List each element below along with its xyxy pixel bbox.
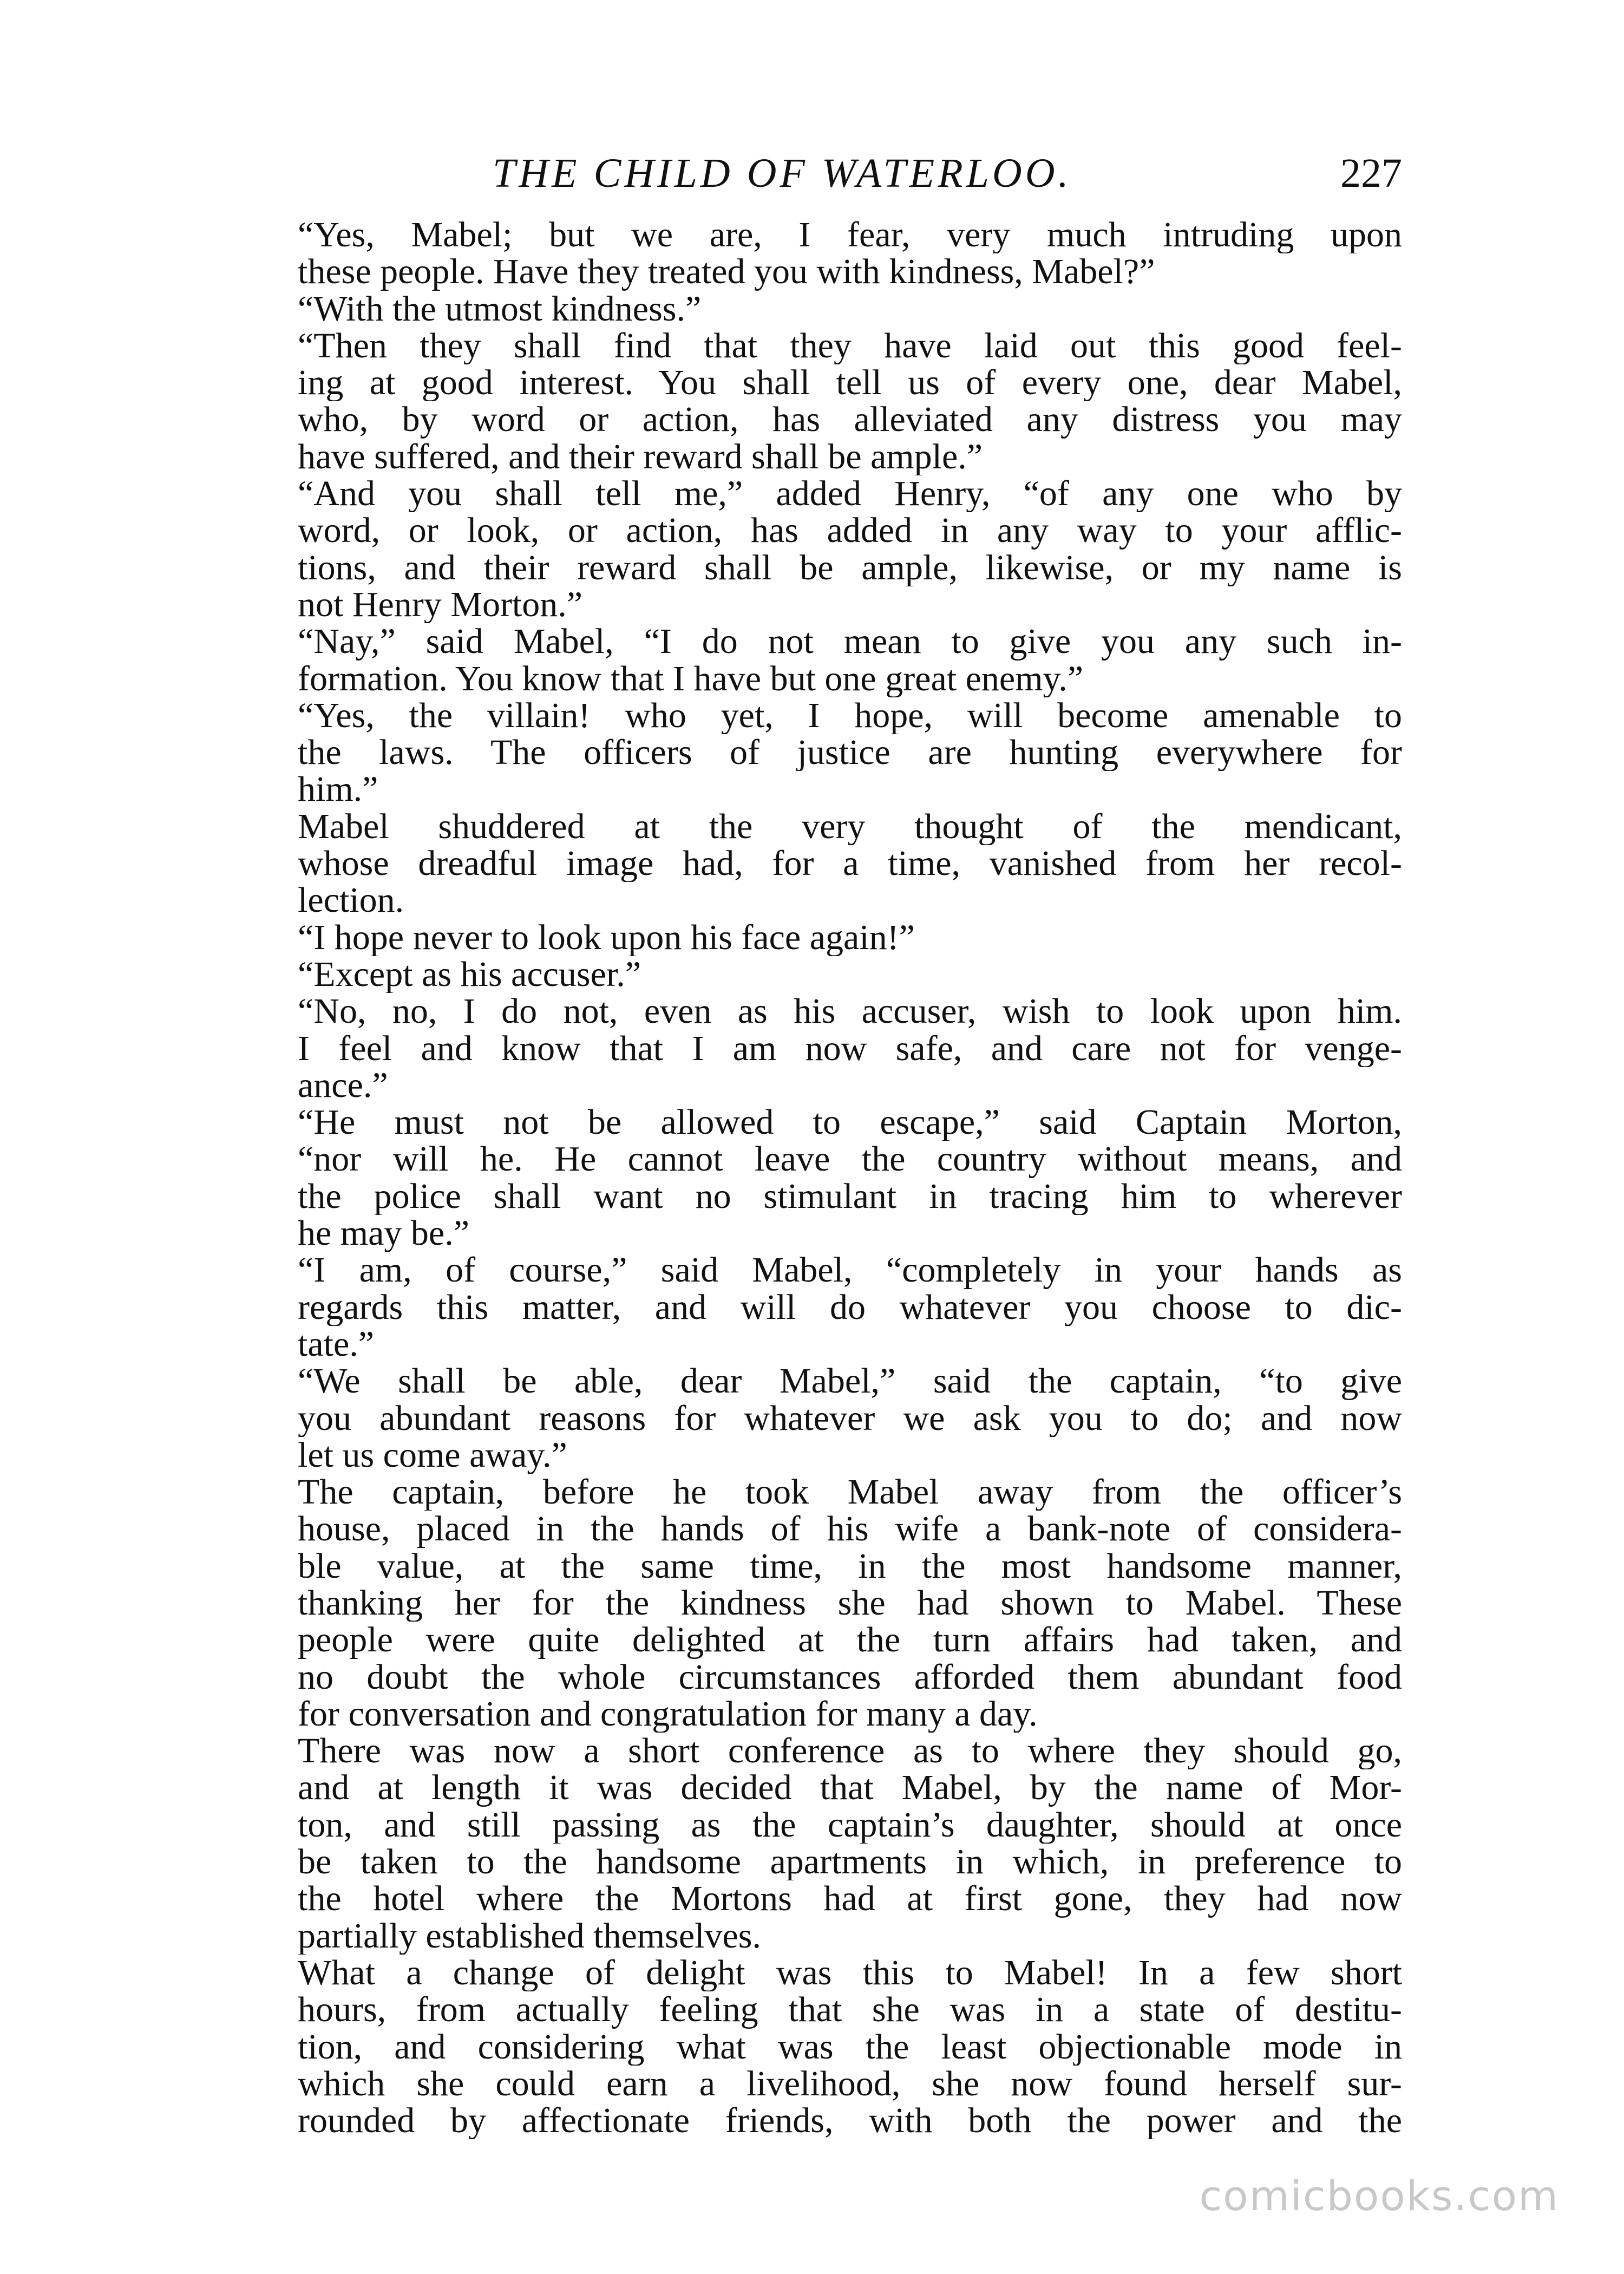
text-line: partially established themselves. xyxy=(298,1917,761,1955)
text-line: for conversation and congratulation for many a day. xyxy=(298,1695,1038,1733)
text-line: ble value, at the same time, in the most handsome manner, xyxy=(298,1547,1402,1585)
text-line: “He must not be allowed to escape,” said Captain Morton, xyxy=(298,1104,1402,1141)
text-line: “And you shall tell me,” added Henry, “of any one who by xyxy=(298,475,1402,513)
text-line: and at length it was decided that Mabel, by the name of Mor- xyxy=(298,1769,1402,1807)
text-line: tion, and considering what was the least objectionable mode in xyxy=(298,2028,1402,2066)
text-line: “Nay,” said Mabel, “I do not mean to give you any such in- xyxy=(298,623,1402,661)
text-line: “Then they shall find that they have laid out this good feel- xyxy=(298,327,1402,365)
text-line: “Except as his accuser.” xyxy=(298,956,641,994)
text-line: “I hope never to look upon his face again!” xyxy=(298,919,915,956)
text-line: “nor will he. He cannot leave the country without means, and xyxy=(298,1141,1402,1178)
text-line: the police shall want no stimulant in tracing him to wherever xyxy=(298,1178,1402,1216)
text-line: house, placed in the hands of his wife a bank-note of considera- xyxy=(298,1511,1402,1548)
text-line: the laws. The officers of justice are hunting everywhere for xyxy=(298,734,1402,772)
text-line: have suffered, and their reward shall be ample.” xyxy=(298,438,983,476)
page-header xyxy=(298,146,1402,200)
text-line: lection. xyxy=(298,882,404,919)
text-line: word, or look, or action, has added in any way to your afflic- xyxy=(298,512,1402,550)
text-line: let us come away.” xyxy=(298,1436,567,1474)
text-line: The captain, before he took Mabel away from the officer’s xyxy=(298,1474,1402,1511)
text-line: formation. You know that I have but one great enemy.” xyxy=(298,660,1084,697)
text-line: he may be.” xyxy=(298,1215,470,1252)
text-line: “Yes, Mabel; but we are, I fear, very much intruding upon xyxy=(298,217,1402,254)
text-line: ance.” xyxy=(298,1067,388,1105)
text-line: “Yes, the villain! who yet, I hope, will become amenable to xyxy=(298,697,1402,735)
text-line: whose dreadful image had, for a time, vanished from her recol- xyxy=(298,845,1402,883)
running-title: THE CHILD OF WATERLOO. xyxy=(493,151,1072,196)
text-line: “No, no, I do not, even as his accuser, wish to look upon him. xyxy=(298,993,1402,1030)
text-line: tions, and their reward shall be ample, likewise, or my name is xyxy=(298,549,1402,586)
watermark: comicbooks.com xyxy=(1199,2172,1559,2220)
text-line: be taken to the handsome apartments in which, in preference to xyxy=(298,1844,1402,1881)
text-line: I feel and know that I am now safe, and care not for venge- xyxy=(298,1030,1402,1067)
text-line: no doubt the whole circumstances afforded them abundant food xyxy=(298,1658,1402,1696)
text-line: There was now a short conference as to where they should go, xyxy=(298,1733,1402,1770)
text-line: hours, from actually feeling that she was in a state of destitu- xyxy=(298,1991,1402,2029)
text-line: ing at good interest. You shall tell us of every one, dear Mabel, xyxy=(298,364,1402,402)
text-line: What a change of delight was this to Mabel! In a few short xyxy=(298,1954,1402,1992)
text-line: “We shall be able, dear Mabel,” said the captain, “to give xyxy=(298,1363,1402,1400)
text-line: which she could earn a livelihood, she now found herself sur- xyxy=(298,2065,1402,2103)
text-line: tate.” xyxy=(298,1325,375,1363)
text-line: regards this matter, and will do whatever you choose to dic- xyxy=(298,1289,1402,1326)
text-line: people were quite delighted at the turn affairs had taken, and xyxy=(298,1622,1402,1659)
text-line: these people. Have they treated you with kindness, Mabel?” xyxy=(298,253,1155,291)
text-line: Mabel shuddered at the very thought of the mendicant, xyxy=(298,808,1402,846)
text-line: who, by word or action, has alleviated any distress you may xyxy=(298,401,1402,439)
text-line: you abundant reasons for whatever we ask you to do; and now xyxy=(298,1400,1402,1437)
text-line: “I am, of course,” said Mabel, “completely in your hands as xyxy=(298,1252,1402,1289)
page-number: 227 xyxy=(1340,151,1402,196)
text-line: ton, and still passing as the captain’s daughter, should at once xyxy=(298,1806,1402,1844)
text-line: him.” xyxy=(298,771,378,808)
text-line: not Henry Morton.” xyxy=(298,586,583,624)
text-line: the hotel where the Mortons had at first gone, they had now xyxy=(298,1880,1402,1918)
text-line: rounded by affectionate friends, with both the power and the xyxy=(298,2102,1402,2140)
body-text xyxy=(298,217,1402,2139)
text-line: thanking her for the kindness she had shown to Mabel. These xyxy=(298,1584,1402,1622)
text-line: “With the utmost kindness.” xyxy=(298,290,702,328)
